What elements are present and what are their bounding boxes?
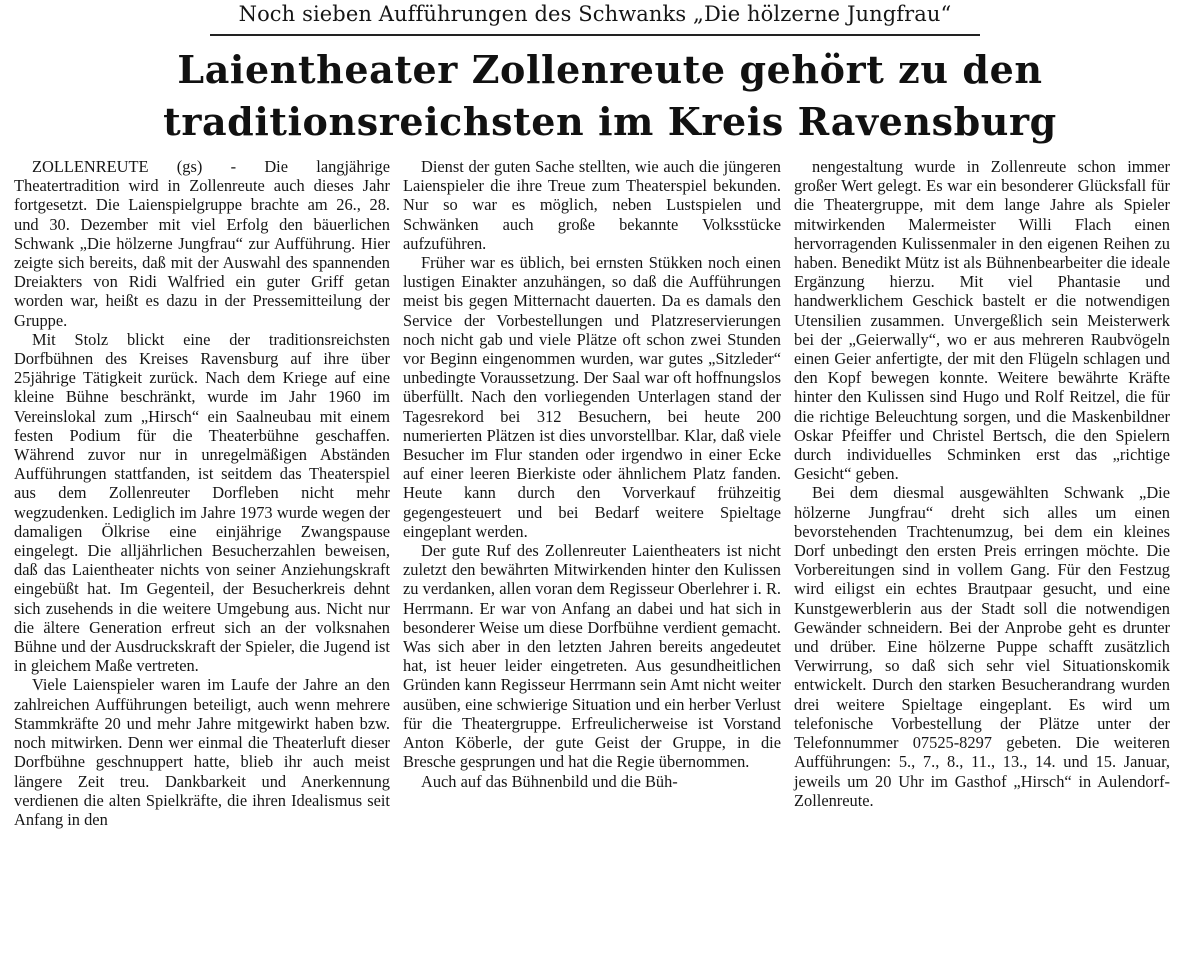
paragraph: nengestaltung wurde in Zollenreute schon immer großer Wert gelegt. Es war ein besonderer Glücksfall für die Theatergruppe, mit dem lange Jahre als Spieler mitwirkenden Malermeister Willi Flach einen hervorragenden Kulissenmaler in den eigenen Reihen zu haben. Benedikt Mütz ist als Bühnenbearbeiter die ideale Ergänzung hierzu. Mit viel Phantasie und handwerklichem Geschick bastelt er die notwendigen Utensilien zusammen. Unvergeßlich sein Meisterwerk bei der „Geierwally“, wo er aus mehreren Raubvögeln einen Geier anfertigte, der mit den Flügeln schlagen und den Kopf bewegen konnte. Weitere bewährte Kräfte hinter den Kulissen sind Hugo und Rolf Reitzel, die für die richtige Beleuchtung sorgen, und die Maskenbildner Oskar Pfeiffer und Christel Bertsch, die den Spielern durch individuelles Schminken erst das „richtige Gesicht“ geben.	[794, 157, 1170, 484]
article-column-3	[794, 157, 1170, 810]
article-kicker: Noch sieben Aufführungen des Schwanks „Die hölzerne Jungfrau“	[210, 0, 980, 36]
paragraph: Früher war es üblich, bei ernsten Stükken noch einen lustigen Einakter anzuhängen, so daß die Aufführungen meist bis gegen Mitternacht dauerten. Da es damals den Service der Vorbestellungen und Platzreservierungen noch nicht gab und viele Plätze oft schon zwei Stunden vor Beginn eingenommen wurden, war gutes „Sitzleder“ unbedingte Voraussetzung. Der Saal war oft hoffnungslos überfüllt. Nach den vorliegenden Unterlagen stand der Tagesrekord bei 312 Besuchern, bei heute 200 numerierten Plätzen ist dies unvorstellbar. Klar, daß viele Besucher im Flur standen oder irgendwo in einer Ecke auf einer leeren Bierkiste oder ähnlichem Platz fanden. Heute kann durch den Vorverkauf frühzeitig gegengesteuert und bei Bedarf weitere Spieltage eingeplant werden.	[403, 253, 781, 541]
paragraph: Dienst der guten Sache stellten, wie auch die jüngeren Laienspieler die ihre Treue zum Theaterspiel bekunden. Nur so war es möglich, neben Lustspielen und Schwänken auch große bekannte Volksstücke aufzuführen.	[403, 157, 781, 253]
article-column-2	[403, 157, 781, 791]
paragraph: Mit Stolz blickt eine der traditionsreichsten Dorfbühnen des Kreises Ravensburg auf ihre über 25jährige Tätigkeit zurück. Nach dem Kriege auf eine kleine Bühne beschränkt, wurde im Jahr 1960 im Vereinslokal zum „Hirsch“ ein Saalneubau mit einem festen Podium für die Theaterbühne geschaffen. Während zuvor nur in unregelmäßigen Abständen Aufführungen stattfanden, ist seitdem das Theaterspiel aus dem Zollenreuter Dorfleben nicht mehr wegzudenken. Lediglich im Jahre 1973 wurde wegen der damaligen Ölkrise eine einjährige Zwangspause eingelegt. Die alljährlichen Besucherzahlen beweisen, daß das Laientheater nichts von seiner Anziehungskraft eingebüßt hat. Im Gegenteil, der Besucherkreis dehnt sich zusehends in die weitere Umgebung aus. Nicht nur die ältere Generation erfreut sich an der volksnahen Bühne und der Ausdruckskraft der Spieler, die Jugend ist in gleichem Maße vertreten.	[14, 329, 390, 676]
paragraph: Bei dem diesmal ausgewählten Schwank „Die hölzerne Jungfrau“ dreht sich alles um einen bevorstehenden Trachtenumzug, bei dem ein kleines Dorf unbedingt den ersten Preis erringen möchte. Die Vorbereitungen sind in vollem Gang. Für den Festzug wird eiligst ein echtes Brautpaar gesucht, und eine Kunstgewerblerin aus der Stadt soll die notwendigen Gewänder schneidern. Bei der Anprobe geht es drunter und drüber. Eine hölzerne Puppe schafft zusätzlich Verwirrung, so daß sich sehr viel Situationskomik entwickelt. Durch den starken Besucherandrang wurden drei weitere Spieltage eingeplant. Es wird um telefonische Vorbestellung der Plätze unter der Telefonnummer 07525-8297 gebeten. Die weiteren Aufführungen: 5., 7., 8., 11., 13., 14. und 15. Januar, jeweils um 20 Uhr im Gasthof „Hirsch“ in Aulendorf-Zollenreute.	[794, 483, 1170, 810]
article-headline	[60, 44, 1160, 148]
paragraph: Viele Laienspieler waren im Laufe der Jahre an den zahlreichen Aufführungen beteiligt, auch wenn mehrere Stammkräfte 20 und mehr Jahre mitgewirkt haben bzw. noch mitwirken. Denn wer einmal die Theaterluft dieser Dorfbühne geschnuppert hatte, blieb ihr auch meist längere Zeit treu. Dankbarkeit und Anerkennung verdienen die alten Spielkräfte, die ihren Idealismus seit Anfang in den	[14, 675, 390, 829]
headline-line-1: Laientheater Zollenreute gehört zu den	[177, 47, 1043, 92]
paragraph: Der gute Ruf des Zollenreuter Laientheaters ist nicht zuletzt den bewährten Mitwirkenden hinter den Kulissen zu verdanken, allen voran dem Regisseur Oberlehrer i. R. Herrmann. Er war von Anfang an dabei und hat sich in besonderer Weise um diese Dorfbühne verdient gemacht. Was sich aber in den letzten Jahren bereits angedeutet hat, ist heuer leider eingetreten. Aus gesundheitlichen Gründen kann Regisseur Herrmann sein Amt nicht weiter ausüben, eine schwierige Situation und ein herber Verlust für die Theatergruppe. Erfreulicherweise ist Vorstand Anton Köberle, der gute Geist der Gruppe, in die Bresche gesprungen und hat die Regie übernommen.	[403, 541, 781, 772]
headline-line-2: traditionsreichsten im Kreis Ravensburg	[163, 99, 1057, 144]
article-column-1	[14, 157, 390, 829]
paragraph: Auch auf das Bühnenbild und die Büh-	[421, 771, 678, 791]
paragraph: ZOLLENREUTE (gs) - Die langjährige Theatertradition wird in Zollenreute auch dieses Jahr fortgesetzt. Die Laienspielgruppe brachte am 26., 28. und 30. Dezember mit viel Erfolg den bäuerlichen Schwank „Die hölzerne Jungfrau“ zur Aufführung. Hier zeigte sich bereits, daß mit der Auswahl des spannenden Dreiakters von Ridi Walfried ein guter Griff getan worden war, heißt es dazu in der Pressemitteilung der Gruppe.	[14, 157, 390, 330]
